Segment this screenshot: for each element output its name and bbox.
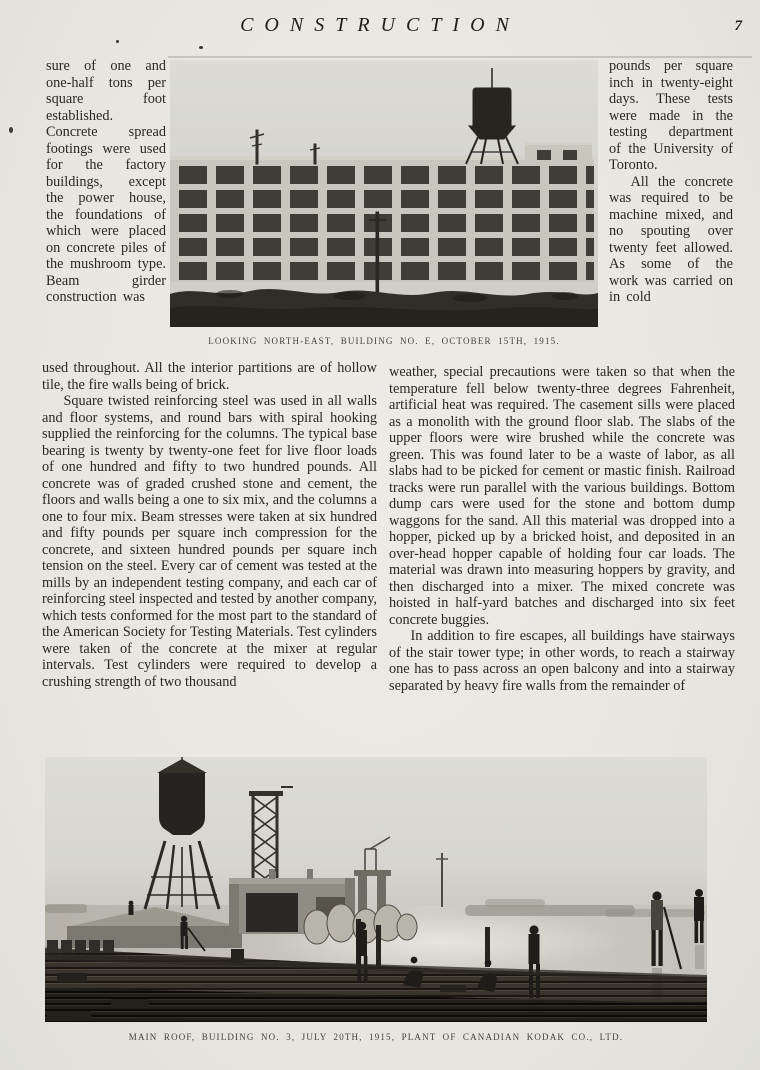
paragraph: used throughout. All the interior partitions are of hollow tile, the fire walls being of brick. [42,360,377,393]
top-photo-caption: LOOKING NORTH-EAST, BUILDING NO. E, OCTOBER 15TH, 1915. [208,336,560,346]
top-left-text-column [46,58,166,360]
paragraph: All the concrete was required to be machine mixed, and no spouting over twenty feet allowed. As some of the work was carried on in cold [609,173,733,305]
body-left-text-column [42,360,377,752]
scan-speck [199,46,203,49]
utility-pole [369,212,386,296]
magazine-title: CONSTRUCTION [240,14,520,36]
water-tower [145,757,219,909]
bottom-photo-caption: MAIN ROOF, BUILDING NO. 3, JULY 20TH, 1915, PLANT OF CANADIAN KODAK CO., LTD. [128,1032,624,1042]
scan-speck [116,40,119,43]
foreground-ground [170,289,598,327]
paragraph: sure of one and one-half tons per square foot established. Concrete spread footings were used for the factory buildings, except the power house, the foundations of which were placed on concrete piles of the mushroom type. Beam girder construction was [46,58,166,305]
worker-figure [477,960,497,992]
deck-posts [356,919,490,967]
scan-speck [9,127,13,133]
top-photo-overlay [170,60,598,327]
worker-figure [357,922,367,982]
roof-shed [47,907,242,953]
water-tower [466,68,518,164]
worker-figure [651,891,681,969]
paragraph: weather, special precautions were taken so that when the temperature fell below twenty-three degrees Fahrenheit, artificial heat was required. The casement sills were placed as a monolith with the ground floor slab. The slabs of the upper floors were wire brushed while the concrete was green. This was found later to be a waste of labor, as all slabs had to be picked for cement or mastic finish. Railroad tracks were run parallel with the various buildings. Bottom dump cars were used for the stone and bottom dump waggons for the sand. All this material was dropped into a hopper, picked up by a bricked hoist, and deposited in an over-head hopper capable of holding four car loads. The material was drawn into measuring hoppers by gravity, and then discharged into a mixer. The mixed concrete was hoisted in half-yard batches and discharged into six feet concrete buggies. [389,364,735,628]
paragraph: pounds per square inch in twenty-eight days. These tests were made in the testing department of the University of Toronto. [609,58,733,173]
bottom-photo-overlay [45,757,707,1022]
worker-figure [529,925,541,998]
page-number: 7 [734,18,742,34]
top-right-text-column [609,58,733,370]
bottom-photo-main-roof [45,757,707,1022]
worker-figure [694,889,704,943]
paragraph: In addition to fire escapes, all buildings have stairways of the stair tower type; in other words, to reach a stairway one has to pass across an open balcony and into a stairway separated by heavy fire walls from the remainder of [389,628,735,694]
roof-mast [250,130,264,164]
top-photo-building-no-e [170,60,598,327]
roof-mast [310,144,320,164]
worker-figure [403,957,423,988]
body-right-text-column [389,364,735,756]
roof-mast [436,853,448,907]
paragraph: Square twisted reinforcing steel was used in all walls and floor systems, and round bars with spiral hooking supplied the reinforcing for the columns. The typical base bearing is twenty by twenty-one feet for live floor loads of one hundred and fifty to two hundred pounds. All concrete was of graded crushed stone and cement, the floors and walls being a one to six mix, and the columns a one to four mix. Beam stresses were taken at six hundred and fifty pounds per square inch compression for the concrete, and sixteen hundred pounds per square inch tension on the steel. Every car of cement was tested at the mills by an independent testing company, and each car of reinforcing steel inspected and tested by another company, which tests conformed for the most part to the standard of the American Society for Testing Materials. Test cylinders were taken of the concrete at the mixer at regular intervals. Test cylinders were required to develop a crushing strength of two thousand [42,393,377,690]
worker-figure [129,901,134,915]
